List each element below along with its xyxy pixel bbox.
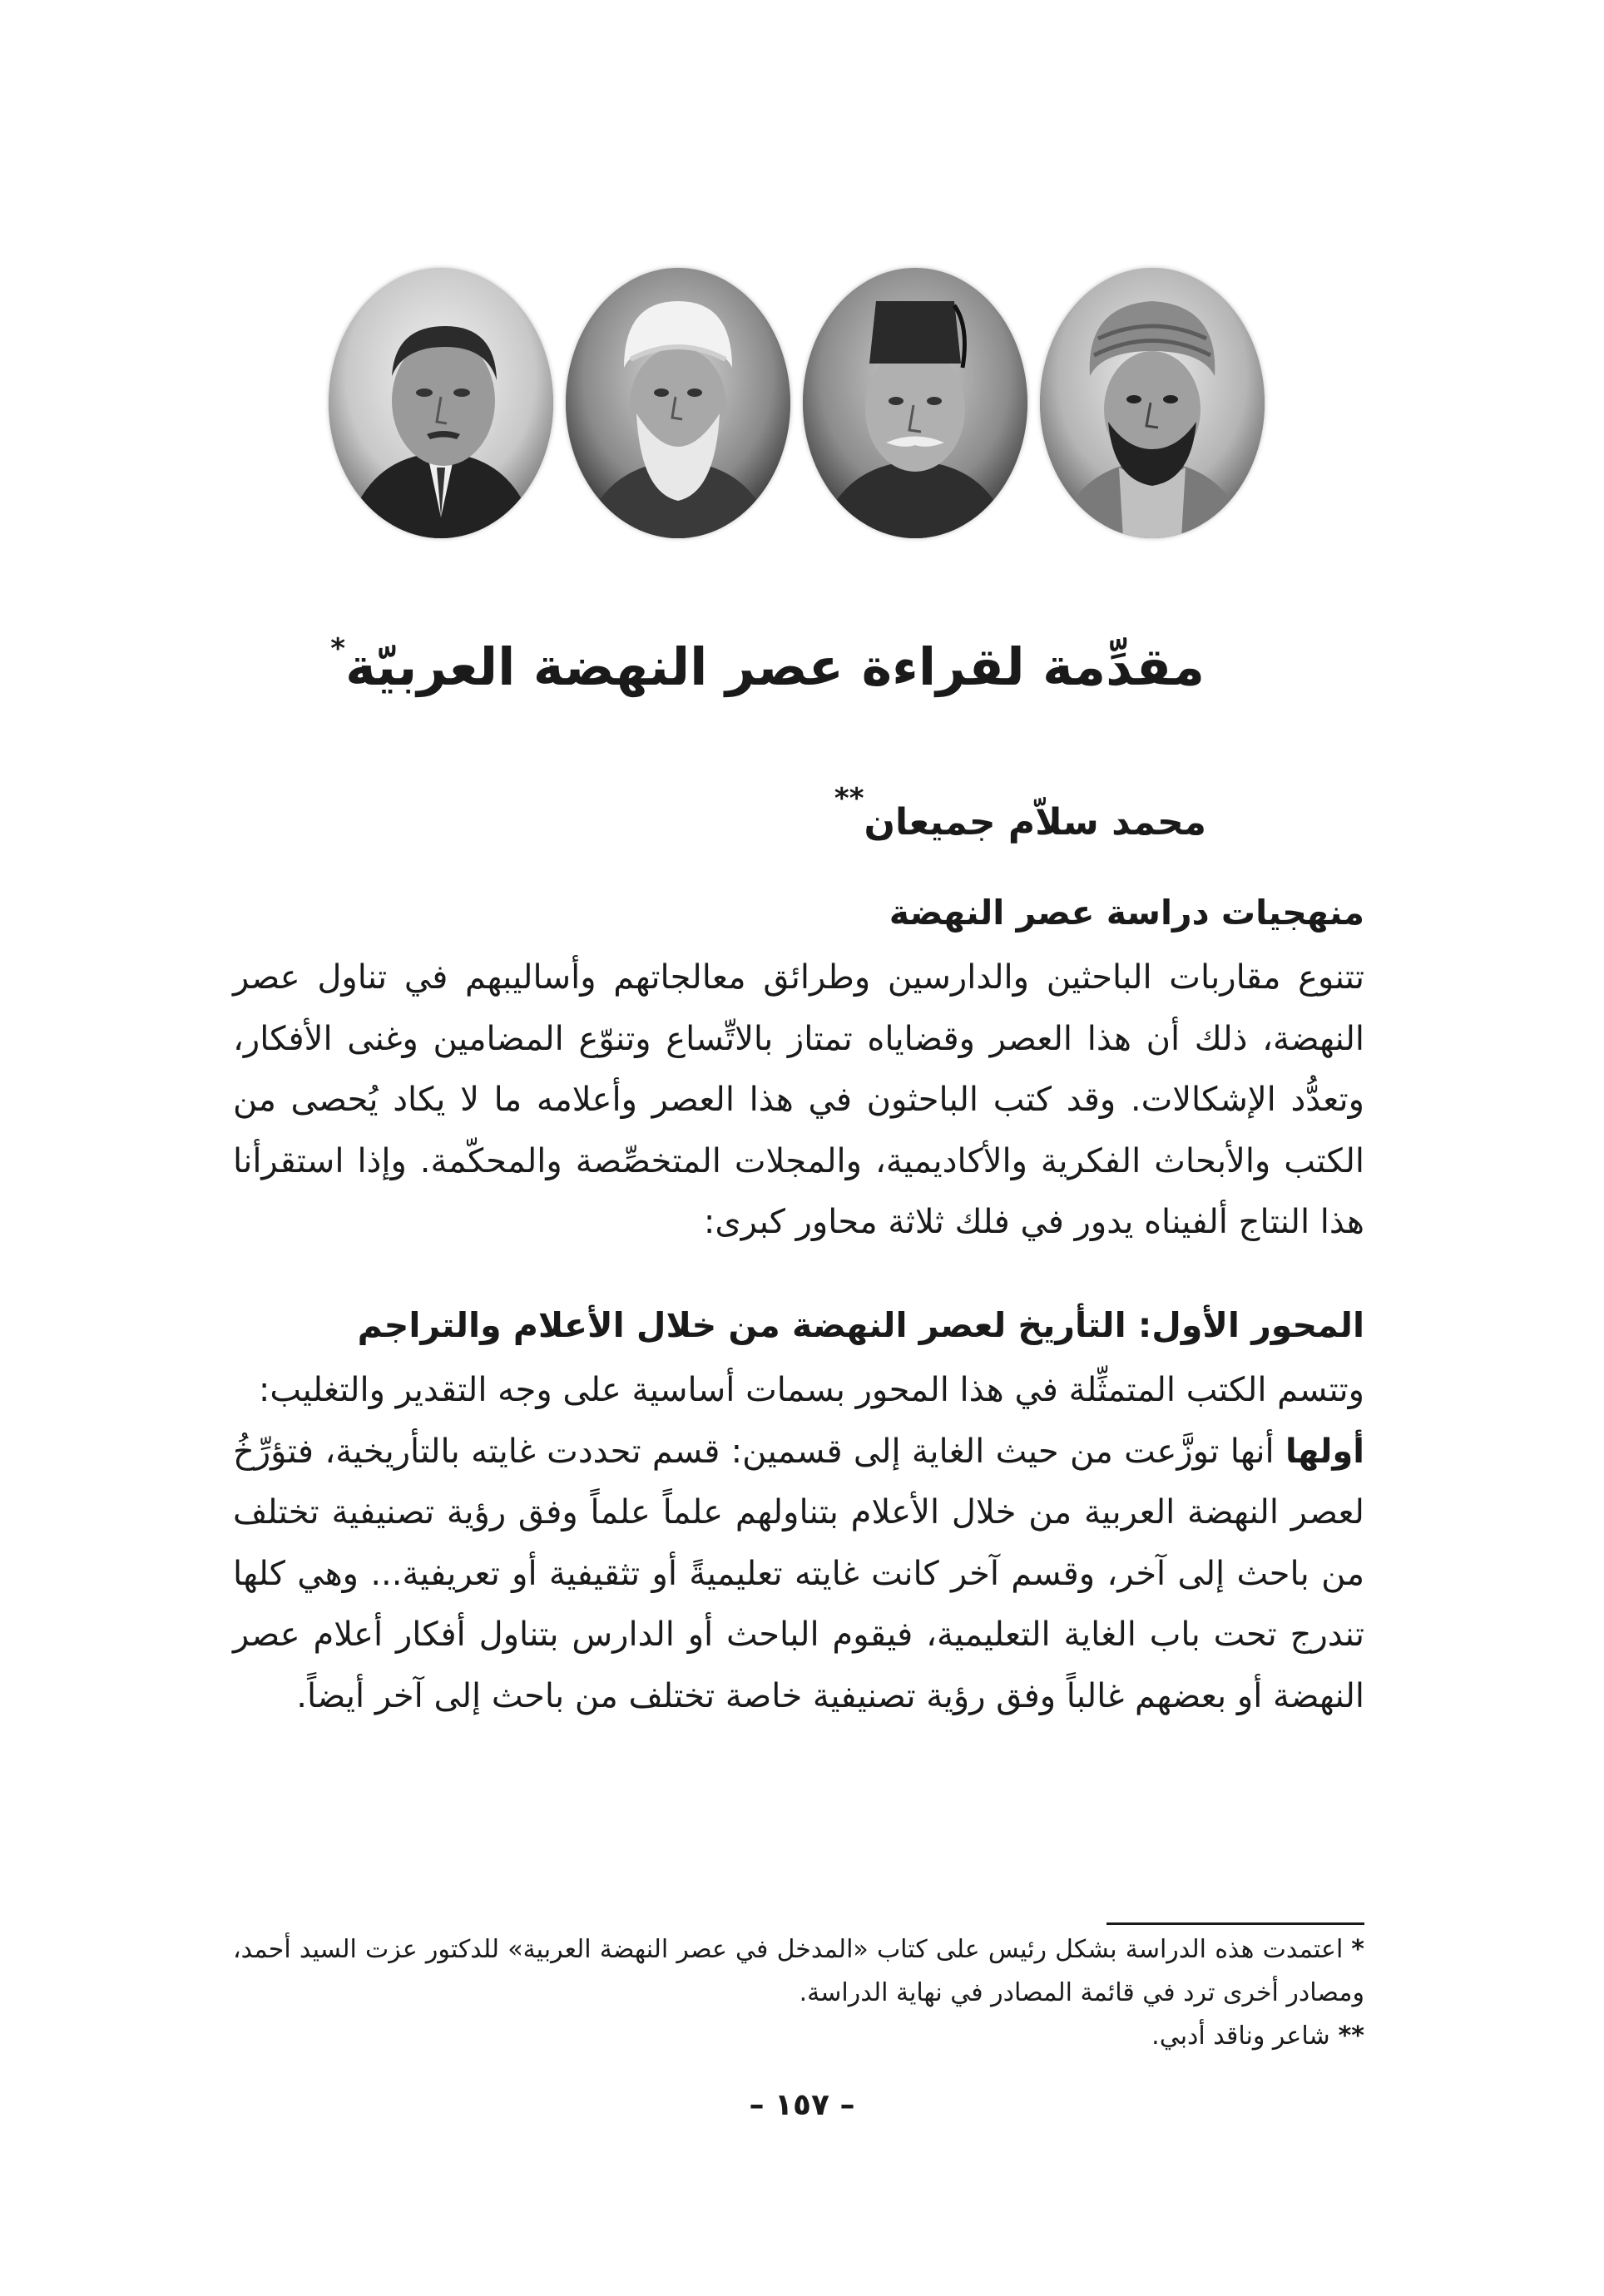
portrait-2-image [566, 268, 790, 538]
paragraph-methodologies: تتنوع مقاربات الباحثين والدارسين وطرائق معالجاتهم وأساليبهم في تناول عصر النهضة، ذلك أن هذا العصر وقضاياه تمتاز بالاتِّساع وتنوّع المضامين وغنى الأفكار، وتعدُّد الإشكالات. وقد كتب الباحثون في هذا العصر وأعلامه ما لا يكاد يُحصى من الكتب والأبحاث الفكرية والأكاديمية، والمجلات المتخصِّصة والمحكّمة. وإذا استقرأنا هذا النتاج ألفيناه يدور في فلك ثلاثة محاور كبرى: [233, 958, 1364, 1242]
portrait-1-image [329, 268, 553, 538]
portrait-turbaned-sheikh [566, 268, 790, 538]
article-body [233, 878, 1364, 1728]
footnote-divider [1106, 1922, 1364, 1925]
author-footnote-mark: ** [834, 782, 864, 815]
title-footnote-mark: * [330, 632, 346, 666]
footnote-mark: ** [1338, 2021, 1364, 2051]
author-name-text: محمد سلاّم جميعان [864, 801, 1206, 844]
page-title [250, 611, 1205, 705]
lead-word: أولها [1285, 1432, 1364, 1471]
portrait-fez-man [803, 268, 1027, 538]
paragraph-first-characteristic [233, 1422, 1364, 1728]
footnote-item [233, 1928, 1364, 2015]
section-gap [233, 1254, 1364, 1290]
portrait-turbaned-bearded-man [1040, 268, 1265, 538]
author-name [250, 769, 1206, 852]
page-title-text: مقدِّمة لقراءة عصر النهضة العربيّة [345, 636, 1205, 697]
portrait-row [329, 268, 1269, 542]
paragraph-first-characteristic-text: أنها توزَّعت من حيث الغاية إلى قسمين: قسم تحددت غايته بالتأريخية، فتؤرِّخُ لعصر النهضة العربية من خلال الأعلام بتناولهم علماً علماً وفق رؤية تصنيفية تختلف من باحث إلى آخر، وقسم آخر كانت غايته تعليميةً أو تثقيفية أو تعريفية... وهي كلها تندرج تحت باب الغاية التعليمية، فيقوم الباحث أو الدارس بتناول أفكار أعلام عصر النهضة أو بعضهم غالباً وفق رؤية تصنيفية خاصة تختلف من باحث إلى آخر أيضاً. [233, 1432, 1364, 1715]
footnote-text: شاعر وناقد أدبي. [1151, 2021, 1330, 2051]
footnotes [233, 1928, 1364, 2058]
section-heading-methodologies: منهجيات دراسة عصر النهضة [889, 893, 1364, 933]
footnote-text: اعتمدت هذه الدراسة بشكل رئيس على كتاب «المدخل في عصر النهضة العربية» للدكتور عزت السيد أحمد، ومصادر أخرى ترد في قائمة المصادر في نهاية الدراسة. [233, 1935, 1364, 2007]
section-heading-first-axis: المحور الأول: التأريخ لعصر النهضة من خلال الأعلام والتراجم [357, 1304, 1364, 1345]
portrait-4-image [1040, 268, 1265, 538]
footnote-mark: * [1351, 1935, 1364, 1964]
portrait-3-image [803, 268, 1027, 538]
paragraph-first-axis-intro: وتتسم الكتب المتمثِّلة في هذا المحور بسمات أساسية على وجه التقدير والتغليب: [258, 1370, 1364, 1409]
page-number: – ١٥٧ – [749, 2088, 855, 2122]
footnote-item [233, 2015, 1364, 2058]
portrait-tarboosh-man [329, 268, 553, 538]
